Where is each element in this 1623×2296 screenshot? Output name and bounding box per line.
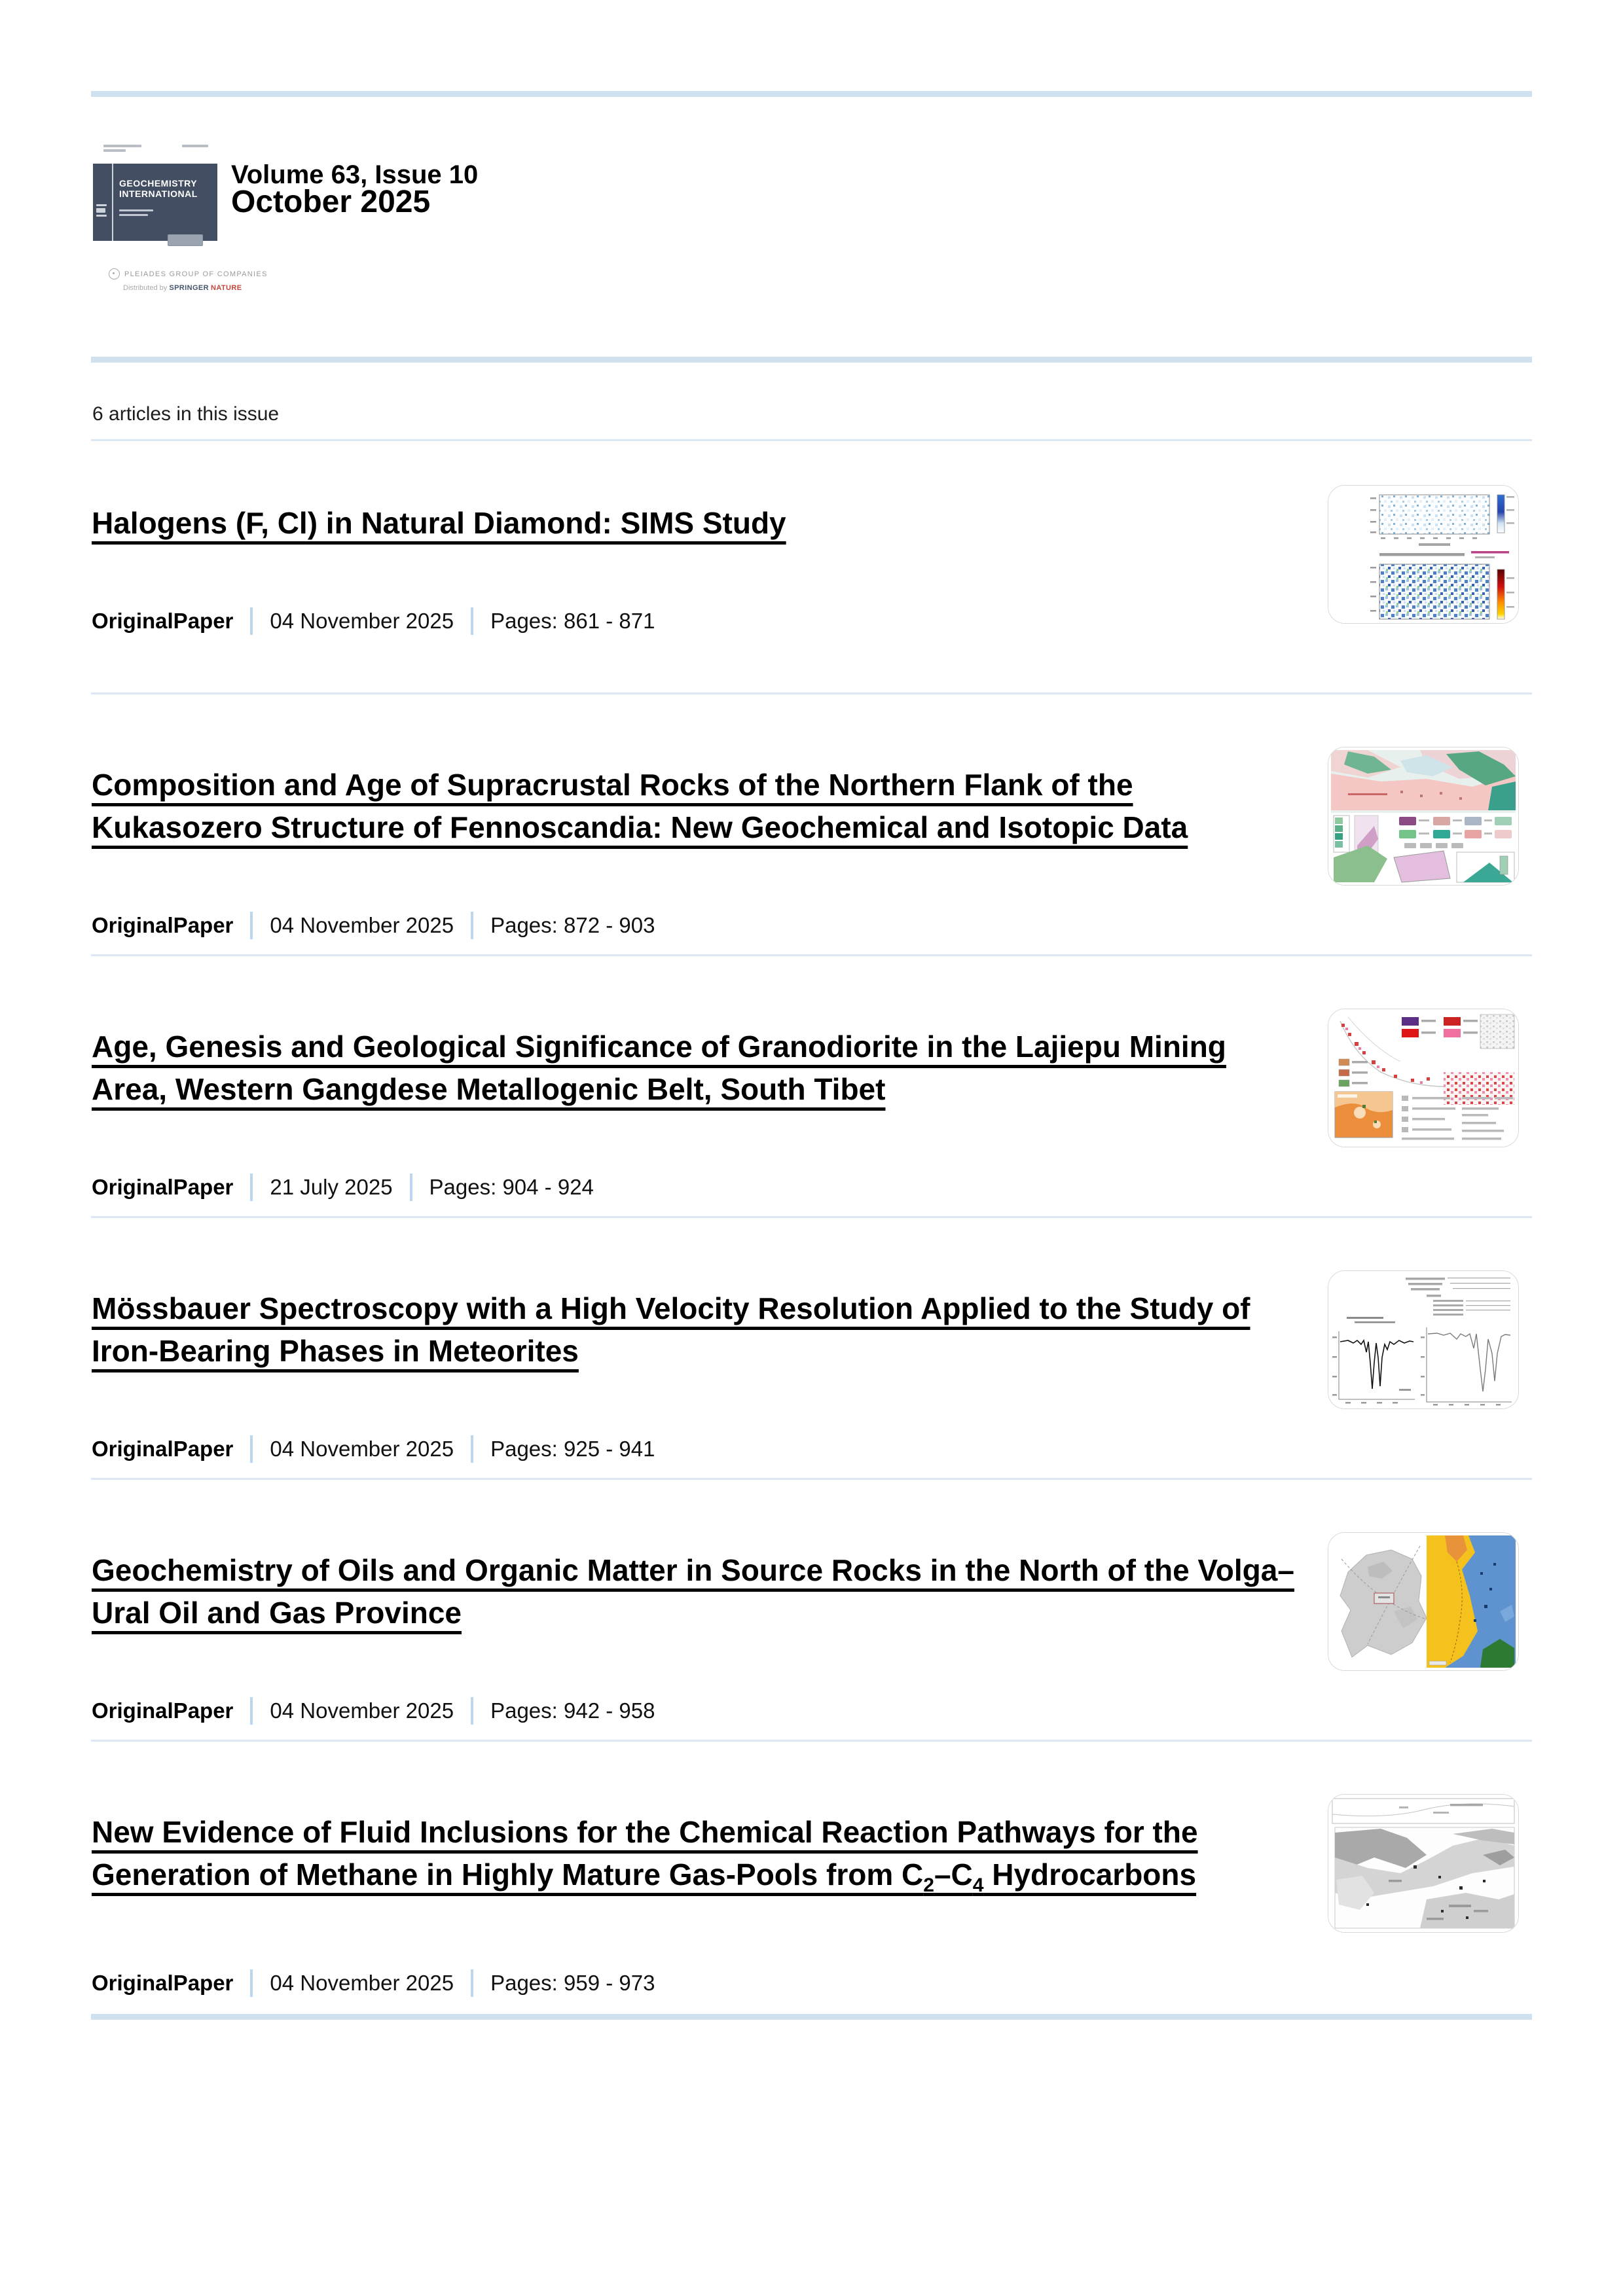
article-title-link[interactable]: Geochemistry of Oils and Organic Matter in Source Rocks in the North of the Volga– Ural Oil and Gas Province: [92, 1553, 1294, 1630]
article-item: [92, 1278, 1532, 1463]
article-title-link[interactable]: New Evidence of Fluid Inclusions for the Chemical Reaction Pathways for the Generation of Methane in Highly Mature Gas-Pools from $C_2-C_4$ Hydrocarbons: [92, 1815, 1198, 1897]
distributor-line: Distributed by SPRINGER NATURE: [123, 284, 242, 292]
header-bottom-rule: [91, 357, 1532, 363]
pages-range: Pages: 925 - 941: [490, 1437, 655, 1461]
article-divider: [91, 692, 1532, 694]
pleiades-emblem-icon: [109, 268, 120, 279]
article-title-link[interactable]: Composition and Age of Supracrustal Rocks of the Northern Flank of the Kukasozero Structure of Fennoscandia: New Geochemical and Isotopic Data: [92, 768, 1188, 844]
meta-separator: [250, 1174, 253, 1201]
article-meta-row: [92, 1697, 1532, 1725]
footer-rule: [91, 2014, 1532, 2020]
content-type-label: OriginalPaper: [92, 1175, 234, 1199]
content-type-label: OriginalPaper: [92, 609, 234, 633]
article-item: [92, 1016, 1532, 1201]
article-title-link[interactable]: Halogens (F, Cl) in Natural Diamond: SIMS Study: [92, 506, 786, 540]
pages-range: Pages: 942 - 958: [490, 1698, 655, 1723]
content-type-label: OriginalPaper: [92, 1437, 234, 1461]
meta-separator: [250, 607, 253, 635]
article-title-link[interactable]: Age, Genesis and Geological Significance of Granodiorite in the Lajiepu Mining Area, Western Gangdese Metallogenic Belt, South Tibet: [92, 1030, 1226, 1106]
article-divider: [91, 1478, 1532, 1480]
meta-separator: [250, 1435, 253, 1463]
article-thumbnail: [1328, 485, 1519, 624]
cover-masthead-text: [93, 145, 217, 159]
article-thumbnail: [1328, 1532, 1519, 1671]
meta-separator: [471, 1697, 473, 1725]
pages-range: Pages: 959 - 973: [490, 1971, 655, 1996]
published-date: 21 July 2025: [270, 1175, 393, 1199]
published-date: 04 November 2025: [270, 913, 454, 937]
article-item: [92, 493, 1532, 635]
article-title-link[interactable]: Mössbauer Spectroscopy with a High Velocity Resolution Applied to the Study of Iron-Bearing Phases in Meteorites: [92, 1291, 1250, 1368]
article-thumbnail: [1328, 1794, 1519, 1933]
sims-halogen-maps-figure: [1328, 486, 1518, 623]
volga-ural-province-map-figure: [1328, 1533, 1518, 1670]
article-divider: [91, 1740, 1532, 1742]
article-meta-row: [92, 1969, 1532, 1997]
article-meta-row: [92, 1435, 1532, 1463]
article-thumbnail: [1328, 747, 1519, 886]
meta-separator: [250, 1969, 253, 1997]
content-type-label: OriginalPaper: [92, 913, 234, 937]
geological-map-figure: [1328, 747, 1518, 885]
article-item: [92, 1540, 1532, 1725]
published-date: 04 November 2025: [270, 1437, 454, 1461]
gas-pools-map-figure: [1328, 1795, 1518, 1932]
article-thumbnail: [1328, 1009, 1519, 1147]
cover-subtext: [119, 209, 153, 216]
pages-range: Pages: 861 - 871: [490, 609, 655, 633]
content-type-label: OriginalPaper: [92, 1971, 234, 1996]
published-date: 04 November 2025: [270, 609, 454, 633]
meta-separator: [250, 912, 253, 939]
meta-separator: [471, 1969, 473, 1997]
metallogenic-belt-map-figure: [1328, 1009, 1518, 1147]
moessbauer-spectra-figure: [1328, 1271, 1518, 1408]
cover-anniversary-badge: [96, 204, 107, 217]
journal-cover: [93, 145, 268, 292]
meta-separator: [250, 1697, 253, 1725]
meta-separator: [471, 1435, 473, 1463]
pages-range: Pages: 872 - 903: [490, 913, 655, 937]
cover-spine-tab: [168, 234, 203, 246]
cover-decorative-line: [112, 164, 113, 241]
issue-volume-title: Volume 63, Issue 10: [231, 160, 479, 189]
meta-separator: [471, 912, 473, 939]
section-divider: [91, 439, 1532, 441]
article-divider: [91, 954, 1532, 956]
meta-separator: [410, 1174, 412, 1201]
published-date: 04 November 2025: [270, 1698, 454, 1723]
article-item: [92, 1802, 1532, 1997]
article-meta-row: [92, 912, 1532, 939]
article-divider: [91, 1216, 1532, 1218]
content-type-label: OriginalPaper: [92, 1698, 234, 1723]
article-item: [92, 755, 1532, 939]
cover-front-panel: [93, 164, 217, 241]
meta-separator: [471, 607, 473, 635]
header-top-rule: [91, 91, 1532, 97]
published-date: 04 November 2025: [270, 1971, 454, 1996]
article-meta-row: [92, 1174, 1532, 1201]
article-count-text: 6 articles in this issue: [92, 403, 280, 425]
issue-date: October 2025: [231, 185, 431, 219]
article-thumbnail: [1328, 1270, 1519, 1409]
cover-journal-title: GEOCHEMISTRY INTERNATIONAL: [119, 178, 198, 199]
article-meta-row: [92, 607, 1532, 635]
publisher-group-label: PLEIADES GROUP OF COMPANIES: [124, 270, 268, 278]
pages-range: Pages: 904 - 924: [429, 1175, 594, 1199]
